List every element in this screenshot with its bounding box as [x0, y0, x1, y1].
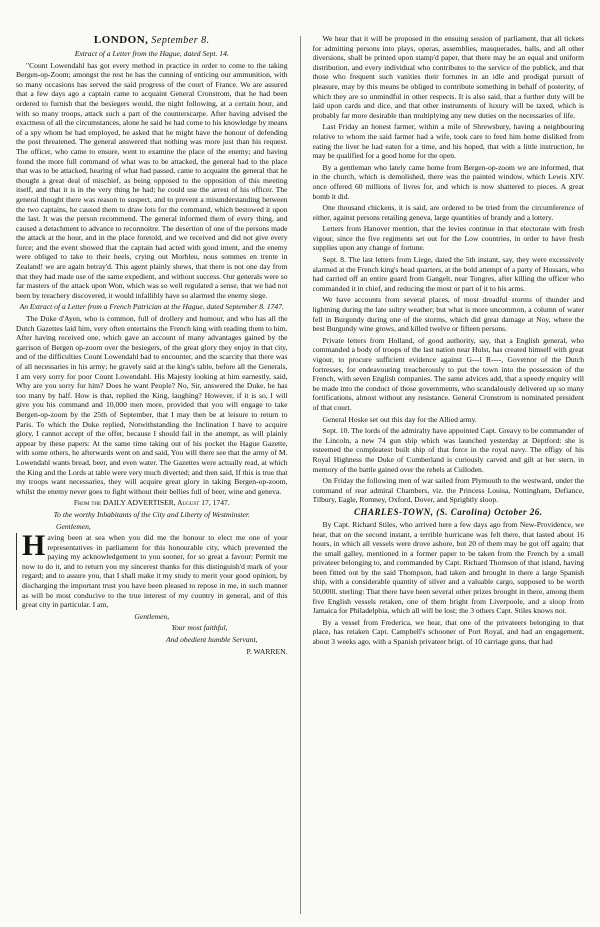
signature: P. WARREN. — [246, 646, 288, 656]
article-frederica: By a vessel from Frederica, we hear, that one of the privateers belonging to that place, has retaken Capt. Campbell's schooner of Port Royal, and had an engagement, about 3 weeks ago, with a Spanish privateer brigt. of 10 carriage guns, that had — [312, 617, 585, 647]
headline: Extract of a Letter from the Hague, dated Sept. 14. — [74, 49, 229, 58]
columns — [16, 34, 584, 914]
article-plymouth: On Friday the following men of war sailed from Plymouth to the westward, under the command of rear admiral Chambers, viz. the Princess Louisa, Nottingham, Defiance, Tilbury, Eagle, Romney, Oxford, Dover, and Sprightly sloop. — [312, 476, 585, 505]
dateline-date: September 8. — [151, 35, 210, 46]
salutation: Gentlemen, — [56, 521, 91, 531]
dateline — [16, 34, 288, 47]
westminster-address: To the worthy Inhabitants of the City and Liberty of Westminster. — [53, 509, 250, 519]
closing-faithful: Your most faithful, — [171, 623, 228, 633]
left-column — [16, 34, 288, 914]
closing-gentlemen: Gentlemen, — [134, 611, 170, 621]
drop-cap: H — [22, 529, 46, 563]
daily-advertiser-heading: From the DAILY ADVERTISER, August 17, 1747. — [73, 498, 230, 508]
article-hanover: Letters from Hanover mention, that the levies continue in that electorate with fresh vigour, since the five regiments set out for the Low countries, in order to have fresh supplies upon any change of fortune. — [312, 224, 585, 253]
right-column — [313, 34, 585, 914]
column-divider — [300, 36, 301, 914]
article-holland: Private letters from Holland, of good authority, say, that a English general, who commanded a body of troops of the last nation near Hulst, has created himself with great vigour, to procure sufficient evidence against G---l R----, Governor of the Dutch fortresses, for endeavouring treacherously to put the town into the possession of the French, with seven English companies. The same advices add, that a speedy enquiry will be made into the conduct of those governments, who scandalously delivered up so many fortifications, almost without any resistance. General Cronstrom is nominated president of that court. — [312, 335, 585, 412]
article-admiralty: Sept. 10. The lords of the admiralty have appointed Capt. Greavy to be commander of the Lincoln, a new 74 gun ship which was launched yesterday at Deptford: she is esteemed the compleatest built ship of that force in the royal navy. The effigy of his Royal Highness the Duke of Cumberland is curiously carved and gilt at her stern, in memory of the battle gained over the rebels at Culloden. — [312, 426, 585, 474]
article-hague-letter: "Count Lowendahl has got every method in practice in order to come to the taking Bergen-op-Zoom; amongst the rest he has the cunning of enticing our ammunition, with so many occasions has served the said progress of the court of France. We are assured that a few days ago a captain came to acquaint General Cronstrom, that he had been ordered to furnish that the besiegers would, the night following, at a certain hour, and with so many troops, attack such a part of the counterscarpe. After having advised the exactness of all the circumstances, alone he said he had come to his knowledge by means of a spy whom he had employed, he asked that he might have the honour of defending the post threatened. The general answered that nothing was more just than his request. The officer, who came to ensure, went to examine the place of the enemy; and having found the more full command of what was to be attacked, the general had to the place that was to be attacked, hearing of what had passed, came to acquaint the general that he thought a great deal of mischief, as being opposed to the opposition of this meeting itself, and that it is in the very thing he had; he could use the arrest of his officer. The general thought there was reason to suspect, and to prevent a misunderstanding between the two captains, he caused them to draw lots for the command, which bestowed it upon the last. It was the person recommend. The general informed them of every thing, and caused a detachment to advance to reconnoitre. The desertion of one of the persons made the attack at the hour, and in the place foretold, and we received and did not give every force; and the event showed that the captain had acted with good intent, and the enemy were obliged to take to their heels, crying out Morbleu, nous sommes en trente in Zealand! we are again betray'd. This agent plainly shews, that there is not one day from that they had made use of the same expedient, and without success. Our generals were so far masters of the attack upon Won, which was so well regulated a sense, that we had not been by treachery discovered, it would infallibly have so alarmed the enemy siege. — [16, 60, 288, 300]
article-stamp-tax: We hear that it will be proposed in the ensuing session of parliament, that all tickets for admitting persons into plays, operas, assemblies, masquerades, balls, and all other diversions, shall be printed upon stamp'd paper, that there may be an equal and uniform distribution, and every individual who contributes to the service of the publick, and that those who frequent such vanities their fortunes in an idle and prodigal pursuit of pleasure, may by this means be obliged to contribute something in behalf of posterity, of which they are so unmindful in other respects. It is also said, that a further duty will be laid upon cards and dice, and that other instruments of luxury will be taxed, which is probably far more desirable than multiplying any new duties on the necessaries of life. — [312, 34, 585, 120]
article-duke-ayen: The Duke d'Ayen, who is common, full of drollery and humour, and who has all the Dutch Gazettes laid him, very often entertains the French king with reading them to him. After having received one, which gave an account of many advantages gained by the garrison of Bergen op-zoom over the besiegers, of the great glory they enjoy in that city, and of the difficulties Count Lowendahl had to encounter, and the scarcity that there was of all necessaries in his army; he gravely said at the king's table, before all the Generals, I am very sorry for poor Count Lowendahl. His Majesty looking at him earnestly, said, Why are you sorry for him? Does he want People? No, Sir, answered the Duke, he has too many by half. How is that, replied the King, laughing? However, if it is so, I will give you his command and 10,000 men more, provided that you will engage to take Bergen-op-zoom by the 25th of September, that I may then be at leisure to return to Paris. To which the Duke replied, Notwithstanding the Inclination I have to acquire glory, I cannot accept of the offer, because I should fail in the attempt, as will plainly appear by these papers: At the same time taking out of his pocket the Hague Gazette, with some others, he afterwards went on and said, You will there see that the army of M. Lowendahl wants bread, beer, and even water. The Gazettes were actually read, at which the King and the Lords at table were very much diverted; and then said, If this is true that my troops want necessaries, they will acquire great glory in taking Bergen-op-zoom, whilst the enemy never goes to fight without their bellies full of beer, wine and geneva. — [16, 314, 288, 496]
article-liege: Sept. 8. The last letters from Liege, dated the 5th instant, say, they were excessively alarmed at the French king's head quarters, at the bold attempt of a party of Hussars, who had carried off an entire guard from Gangelt, near Tongres, after killing the officer who commanded it in chief, and reducing the most or part of it to his arms. — [312, 255, 585, 293]
extract-french-patrician-title: An Extract of a Letter from a French Patrician at the Hague, dated September 8. 1747. — [19, 302, 284, 312]
warren-letter-body — [22, 529, 288, 610]
article-geneva: One thousand chickens, it is said, are ordered to be tried from the circumference of either, against persons retailing geneva, large quantities of brandy and a lottery. — [312, 203, 585, 222]
article-storms: We have accounts from several places, of most dreadful storms of thunder and lightning during the late sultry weather; but what is more uncommon, a column of water fell in Burgundy during one of the storms, which did great damage at Noy, where the best Burgundy wine grows, and killed twelve or fifteen persons. — [312, 295, 585, 334]
dateline-city: LONDON, — [93, 34, 149, 46]
article-farmer: Last Friday an honest farmer, within a mile of Shrewsbury, having a neighbouring relative to whom the said farmer had a wife, took care to feed him home disliked from eating the liver he had eaten for a time, and his hoped, that with a little instruction, he may be qualified for a good home for the open. — [312, 122, 585, 161]
article-hurricane: By Capt. Richard Stiles, who arrived here a few days ago from New-Providence, we hear, that on the second instant, a terrible hurricane was felt there, that lasted about 16 hours, in which all vessels were drove ashore, but 20 of them may be got off again; that the small galley, mentioned in a former paper to be taken from the French by a small privateer belonging to, and commanded by Capt. Richard Thomson of that island, having been fitted out by the said Thompson, had taken and brought in there a large Spanish ship, with a considerable quantity of silver and a valuable cargo, supposed to be worth 50,000l. sterling: That there have been several other prizes brought in there, among them five English vessels retaken, one of them bright from Liverpoole, and a sloop from Jamaica for Philadelphia, which all will be lost; the 3 others Capt. Stiles knows not. — [312, 519, 585, 616]
article-painted-window: By a gentleman who lately came home from Bergen-op-zoom we are informed, that in the church, which is demolished, there was the painted window, which Lewis XIV. once offered 60 millions of livres for, and which is now shattered to pieces. A great bomb it did. — [312, 162, 585, 201]
warren-letter-text: aving been at sea when you did me the honour to elect me one of your representatives in parliament for this honourable city, which prevented the paying my acknowledgement to you sooner, for so great a favour: Permit me now to do it, and to return you my sincerest thanks for this distinguish'd mark of your regard; and to assure you, that I shall make it my study to merit your good opinion, by discharging the important trust you have been pleased to repose in me, in such manner as will be most conducive to the true interest of my country in general, and of this great city in particular. I am, — [22, 533, 288, 610]
article-hoske: General Hoske set out this day for the Allied army. — [322, 414, 477, 424]
charleston-dateline: CHARLES-TOWN, (S. Carolina) October 26. — [353, 506, 543, 517]
warren-letter — [16, 529, 288, 610]
closing-servant: And obedient humble Servant, — [165, 635, 258, 645]
